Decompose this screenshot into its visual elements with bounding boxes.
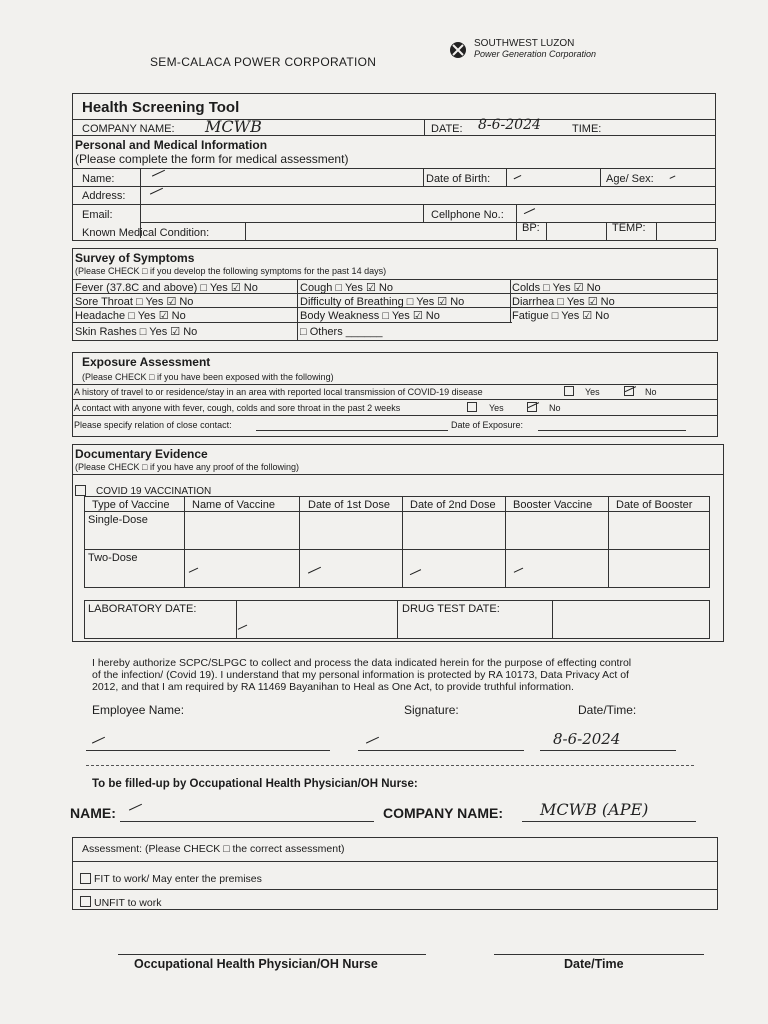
- cut-line: [86, 765, 694, 766]
- symptom-cough[interactable]: Cough □ Yes ☑ No: [300, 282, 393, 294]
- physician-datetime-line[interactable]: [494, 954, 704, 955]
- unfit-checkbox[interactable]: [80, 896, 91, 907]
- signature-label: Signature:: [404, 703, 459, 717]
- consent-datetime-label: Date/Time:: [578, 703, 637, 717]
- symptom-breathing[interactable]: Difficulty of Breathing □ Yes ☑ No: [300, 296, 465, 308]
- drug-test-date-label: DRUG TEST DATE:: [402, 603, 500, 615]
- temp-label: TEMP:: [612, 222, 646, 234]
- physician-company-value[interactable]: MCWB (APE): [540, 800, 649, 819]
- signature-input[interactable]: [358, 750, 524, 751]
- date-label: DATE:: [431, 123, 463, 135]
- exposure-q2-no-label: No: [549, 403, 561, 413]
- signature-mark: [363, 730, 379, 743]
- symptom-diarrhea[interactable]: Diarrhea □ Yes ☑ No: [512, 296, 615, 308]
- dob-label: Date of Birth:: [426, 173, 491, 185]
- symptom-sore-throat[interactable]: Sore Throat □ Yes ☑ No: [75, 296, 194, 308]
- symptom-fever[interactable]: Fever (37.8C and above) □ Yes ☑ No: [75, 282, 258, 294]
- cellphone-label: Cellphone No.:: [431, 209, 504, 221]
- physician-company-input[interactable]: [522, 821, 696, 822]
- exposure-q2-yes-checkbox[interactable]: [467, 402, 477, 412]
- exposure-q1-yes-checkbox[interactable]: [564, 386, 574, 396]
- exposure-q2-yes-label: Yes: [489, 403, 504, 413]
- consent-datetime-input[interactable]: [540, 750, 676, 751]
- physician-name-mark: [126, 797, 142, 810]
- row-two-dose: Two-Dose: [88, 552, 138, 564]
- physician-name-input[interactable]: [120, 821, 374, 822]
- exposure-q1-yes-label: Yes: [585, 387, 600, 397]
- unfit-label: UNFIT to work: [94, 897, 162, 909]
- symptom-others[interactable]: □ Others ______: [300, 326, 383, 338]
- vaccination-checkbox[interactable]: [75, 485, 86, 496]
- physician-name-label: NAME:: [70, 805, 116, 821]
- time-label: TIME:: [572, 123, 602, 135]
- col-booster-vaccine: Booster Vaccine: [513, 499, 593, 511]
- slpgc-logo-icon: [448, 40, 468, 60]
- company-logo-left: [150, 56, 376, 68]
- physician-instruction: To be filled-up by Occupational Health Physician/OH Nurse:: [92, 778, 418, 790]
- col-date-of-booster: Date of Booster: [616, 499, 693, 511]
- exposure-subheading: (Please CHECK □ if you have been exposed with the following): [82, 372, 334, 382]
- fit-label: FIT to work/ May enter the premises: [94, 873, 262, 885]
- symptom-skin-rashes[interactable]: Skin Rashes □ Yes ☑ No: [75, 326, 198, 338]
- known-condition-label: Known Medical Condition:: [82, 227, 210, 239]
- physician-company-label: COMPANY NAME:: [383, 805, 504, 821]
- symptom-fatigue[interactable]: Fatigue □ Yes ☑ No: [512, 310, 610, 322]
- col-first-dose: Date of 1st Dose: [308, 499, 390, 511]
- consent-line-3: 2012, and that I am required by RA 11469 Bayanihan to Heal as One Act, to provide truthful information.: [92, 681, 574, 693]
- lab-date-label: LABORATORY DATE:: [88, 603, 197, 615]
- symptoms-subheading: (Please CHECK □ if you develop the following symptoms for the past 14 days): [75, 266, 387, 276]
- company-name-label: COMPANY NAME:: [82, 123, 175, 135]
- assessment-label: Assessment: (Please CHECK □ the correct assessment): [82, 843, 345, 855]
- evidence-subheading: (Please CHECK □ if you have any proof of the following): [75, 462, 300, 472]
- exposure-q1-no-label: No: [645, 387, 657, 397]
- agesex-label: Age/ Sex:: [606, 173, 654, 185]
- address-label: Address:: [82, 190, 126, 202]
- personal-heading: Personal and Medical Information: [75, 138, 268, 152]
- company-name-value[interactable]: MCWB: [205, 117, 262, 136]
- page-title: Health Screening Tool: [82, 99, 240, 116]
- consent-line-1: I hereby authorize SCPC/SLPGC to collect and process the data indicated herein for the purpose of effecting control: [92, 657, 632, 669]
- consent-datetime-value[interactable]: 8-6-2024: [553, 730, 621, 748]
- email-label: Email:: [82, 209, 113, 221]
- row-single-dose: Single-Dose: [88, 514, 148, 526]
- employee-name-label: Employee Name:: [92, 703, 185, 717]
- relation-label: Please specify relation of close contact:: [74, 420, 232, 430]
- physician-datetime-label: Date/Time: [564, 957, 624, 971]
- symptom-body-weakness[interactable]: Body Weakness □ Yes ☑ No: [300, 310, 440, 322]
- symptom-headache[interactable]: Headache □ Yes ☑ No: [75, 310, 186, 322]
- symptom-colds[interactable]: Colds □ Yes ☑ No: [512, 282, 601, 294]
- employee-name-mark: [89, 730, 105, 743]
- physician-signature-line[interactable]: [118, 954, 426, 955]
- fit-checkbox[interactable]: [80, 873, 91, 884]
- vaccination-label: COVID 19 VACCINATION: [96, 486, 212, 497]
- consent-line-2: of the infection/ (Covid 19). I understand that my personal information is protected by RA 10173, Data Privacy Act of: [92, 669, 629, 681]
- physician-footer-label: Occupational Health Physician/OH Nurse: [134, 957, 378, 971]
- slpgc-logo-line1: SOUTHWEST LUZON: [474, 38, 575, 49]
- company-logo-left-text: SEM-CALACA POWER CORPORATION: [150, 55, 377, 69]
- exposure-heading: Exposure Assessment: [82, 355, 211, 369]
- slpgc-logo-line2: Power Generation Corporation: [474, 49, 597, 59]
- col-second-dose: Date of 2nd Dose: [410, 499, 496, 511]
- date-value[interactable]: 8-6-2024: [478, 117, 541, 133]
- relation-input[interactable]: [256, 430, 448, 431]
- personal-subheading: (Please complete the form for medical assessment): [75, 152, 349, 166]
- exposure-date-label: Date of Exposure:: [451, 420, 524, 430]
- bp-label: BP:: [522, 222, 540, 234]
- exposure-q1: A history of travel to or residence/stay in an area with reported local transmission of COVID-19 disease: [74, 387, 483, 397]
- col-name-of-vaccine: Name of Vaccine: [192, 499, 275, 511]
- exposure-date-input[interactable]: [538, 430, 686, 431]
- col-type-of-vaccine: Type of Vaccine: [92, 499, 170, 511]
- exposure-q2: A contact with anyone with fever, cough, colds and sore throat in the past 2 weeks: [74, 403, 401, 413]
- employee-name-input[interactable]: [86, 750, 330, 751]
- evidence-heading: Documentary Evidence: [75, 447, 208, 461]
- name-label: Name:: [82, 173, 115, 185]
- symptoms-heading: Survey of Symptoms: [75, 251, 195, 265]
